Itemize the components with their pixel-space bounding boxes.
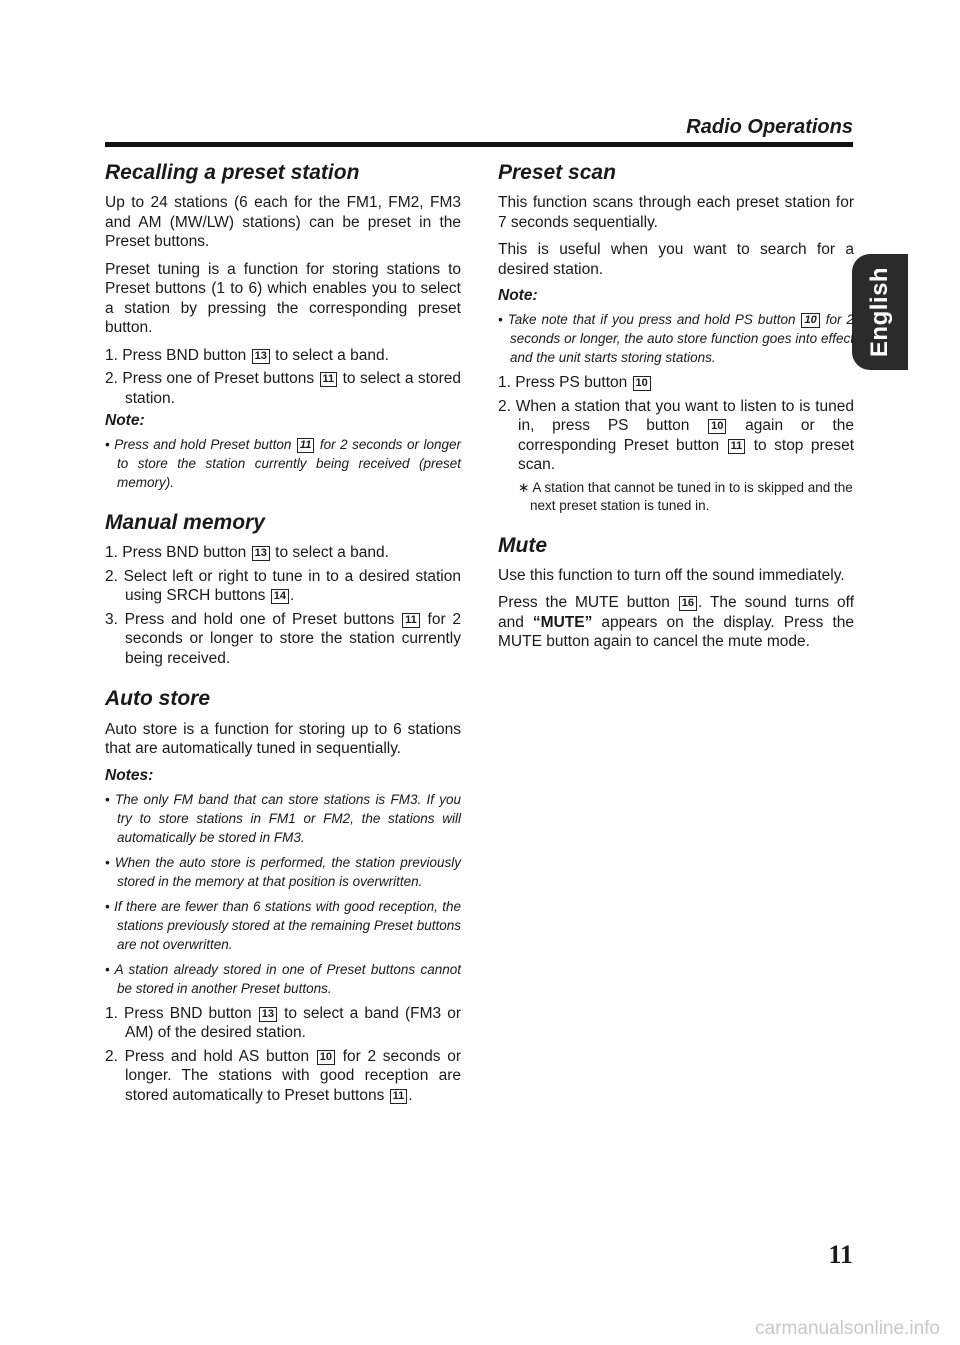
button-ref-box: 10 — [317, 1050, 335, 1065]
mute-display-text: “MUTE” — [532, 613, 593, 631]
page-header-title: Radio Operations — [686, 116, 853, 138]
button-ref-box: 16 — [679, 596, 697, 611]
button-ref-box: 11 — [402, 613, 420, 628]
watermark: carmanualsonline.info — [755, 1318, 940, 1339]
button-ref-box: 10 — [708, 419, 726, 434]
page-number: 11 — [828, 1240, 853, 1269]
button-ref-box: 13 — [259, 1007, 277, 1022]
step-2: 2. Press one of Preset buttons 11 to select a stored station. — [105, 370, 461, 407]
button-ref-box: 11 — [320, 372, 338, 387]
paragraph: This function scans through each preset station for 7 seconds sequentially. — [498, 194, 854, 231]
step-2: 2. Press and hold AS button 10 for 2 seconds or longer. The stations with good reception are stored automatically to Preset buttons 11 . — [105, 1047, 461, 1104]
step-3: 3. Press and hold one of Preset buttons 11 for 2 seconds or longer to store the station currently being received. — [105, 610, 462, 667]
section-mute — [498, 533, 854, 652]
header-rule — [105, 142, 853, 147]
step-1: 1. Press BND button 13 to select a band (FM3 or AM) of the desired station. — [105, 1004, 461, 1042]
button-ref-box: 14 — [271, 589, 289, 604]
step-1: 1. Press PS button 10 — [498, 373, 854, 393]
note-item: • Press and hold Preset button 11 for 2 seconds or longer to store the station currently being received (preset memory). — [105, 437, 461, 491]
section-preset-scan — [498, 160, 854, 515]
left-column — [105, 160, 461, 1123]
note-heading: Note: — [498, 287, 538, 305]
step-2: 2. Select left or right to tune in to a desired station using SRCH buttons 14 . — [105, 567, 461, 605]
notes-heading: Notes: — [105, 766, 154, 784]
button-ref-box: 10 — [801, 313, 819, 328]
step-2: 2. When a station that you want to listen to is tuned in, press PS button 10 again or the corresponding Preset button 11 to stop preset scan. — [498, 397, 854, 474]
button-ref-box: 11 — [728, 439, 746, 454]
paragraph: Up to 24 stations (6 each for the FM1, FM2, FM3 and AM (MW/LW) stations) can be preset in the Preset buttons. — [105, 194, 461, 251]
section-title: Auto store — [105, 687, 210, 711]
button-ref-box: 11 — [297, 438, 314, 453]
language-tab — [852, 254, 908, 370]
note-item: • When the auto store is performed, the station previously stored in the memory at that position is overwritten. — [105, 854, 461, 889]
sub-note: ∗ A station that cannot be tuned in to is skipped and the next preset station is tuned in. — [518, 479, 853, 513]
note-item: • If there are fewer than 6 stations with good reception, the stations previously stored at the remaining Preset buttons are not overwritten. — [105, 898, 461, 952]
section-title: Preset scan — [498, 161, 616, 184]
paragraph: This is useful when you want to search for a desired station. — [498, 241, 854, 278]
button-ref-box: 13 — [252, 349, 270, 364]
step-1: 1. Press BND button 13 to select a band. — [105, 346, 389, 364]
button-ref-box: 10 — [633, 376, 651, 391]
note-item: • The only FM band that can store stations is FM3. If you try to store stations in FM1 or FM2, the stations will automatically be stored in FM3. — [105, 791, 461, 845]
section-recalling-preset — [105, 160, 461, 492]
right-column — [498, 160, 854, 670]
paragraph: Preset tuning is a function for storing stations to Preset buttons (1 to 6) which enables you to select a station by pressing the corresponding preset button. — [105, 260, 461, 337]
note-item: • Take note that if you press and hold PS button 10 for 2 seconds or longer, the auto store function goes into effect and the unit starts storing stations. — [498, 312, 855, 366]
note-heading: Note: — [105, 412, 145, 430]
button-ref-box: 11 — [390, 1089, 408, 1104]
paragraph: Auto store is a function for storing up to 6 stations that are automatically tuned in sequentially. — [105, 720, 461, 758]
section-title: Mute — [498, 533, 547, 557]
language-tab-label: English — [866, 266, 893, 358]
section-manual-memory — [105, 510, 461, 668]
button-ref-box: 13 — [252, 546, 270, 561]
paragraph: Use this function to turn off the sound immediately. — [498, 566, 845, 584]
paragraph: Press the MUTE button 16 . The sound turns off and “MUTE” appears on the display. Press the MUTE button again to cancel the mute mode. — [498, 594, 855, 651]
step-1: 1. Press BND button 13 to select a band. — [105, 544, 389, 562]
section-title: Recalling a preset station — [105, 161, 360, 184]
section-auto-store — [105, 686, 461, 1105]
note-item: • A station already stored in one of Preset buttons cannot be stored in another Preset buttons. — [105, 961, 461, 996]
section-title: Manual memory — [105, 511, 265, 535]
